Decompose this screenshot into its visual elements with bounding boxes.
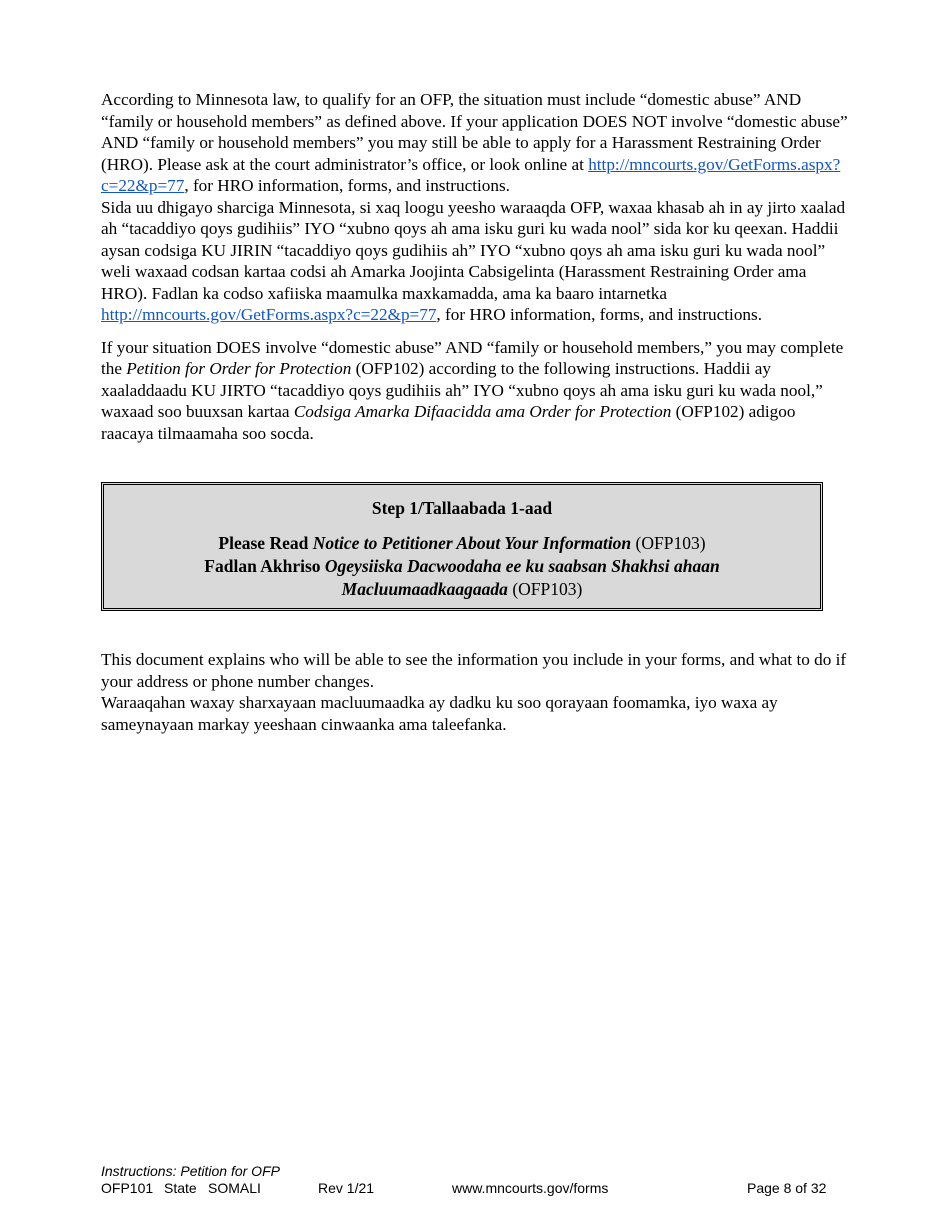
text-segment: Please Read <box>218 533 313 553</box>
footer-title-row <box>101 1163 849 1180</box>
form-state: State <box>164 1180 197 1196</box>
step-title: Step 1/Tallaabada 1-aad <box>371 498 553 518</box>
petition-instructions-paragraph <box>101 337 849 445</box>
paragraph-text: Sida uu dhigayo sharciga Minnesota, si xaq loogu yeesho waraaqda OFP, waxaa khasab ah in ay jirto xaalad ah “tacaddiyo qoys gudihiis” IYO “xubno qoys ah ama isku guri ku wada nool” sida kor ku qeexan. Haddii aysan codsiga KU JIRIN “tacaddiyo qoys gudihiis ah” IYO “xubno qoys ah ama isku guri ku wada nool” weli waxaad codsan kartaa codsi ah Amarka Joojinta Cabsigelinta (Harassment Restraining Order ama HRO). Fadlan ka codso xafiiska maamulka maxkamadda, ama ka baaro intarnetka <box>101 197 846 303</box>
text-segment: If your situation DOES involve “domestic abuse” AND “family or household members,” you may complete the <box>101 337 844 378</box>
ofp-eligibility-paragraph-english <box>101 89 849 197</box>
ofp-eligibility-paragraph-somali <box>101 197 849 326</box>
form-id: OFP101 <box>101 1180 154 1196</box>
step-instruction-somali <box>110 555 814 578</box>
form-language: SOMALI <box>208 1180 261 1196</box>
explanation-english: This document explains who will be able to see the information you include in your forms, and what to do if your address or phone number changes. <box>101 650 847 691</box>
notice-form-name-somali: Ogeysiiska Dacwoodaha ee ku saabsan Shakhsi ahaan <box>324 556 720 576</box>
hro-forms-link[interactable]: http://mncourts.gov/GetForms.aspx?c=22&p=77 <box>101 154 841 195</box>
page-footer <box>101 1163 849 1197</box>
step-instruction-english <box>110 532 814 555</box>
notice-form-name-somali-end: Macluumaadkaagaada <box>341 579 508 599</box>
paragraph-tail: , for HRO information, forms, and instructions. <box>184 176 510 195</box>
document-body <box>101 89 849 735</box>
petition-form-name-somali: Codsiga Amarka Difaacidda ama Order for Protection <box>293 402 672 421</box>
text-segment: (OFP102) adigoo raacaya tilmaamaha soo socda. <box>101 402 796 443</box>
text-segment: Fadlan Akhriso <box>204 556 325 576</box>
explanation-somali: Waraaqahan waxay sharxayaan macluumaadka ay dadku ku soo qorayaan foomamka, iyo waxa ay sameynayaan markay yeeshaan cinwaanka ama taleefanka. <box>101 693 778 734</box>
page-number: Page 8 of 32 <box>747 1180 827 1196</box>
paragraph-tail: , for HRO information, forms, and instructions. <box>436 305 762 324</box>
footer-website: www.mncourts.gov/forms <box>452 1180 609 1196</box>
footer-title: Instructions: Petition for OFP <box>101 1163 280 1179</box>
step-1-box <box>101 482 823 611</box>
form-code: (OFP103) <box>507 579 583 599</box>
step-instruction-somali-continued <box>110 578 814 601</box>
paragraph-text: According to Minnesota law, to qualify for an OFP, the situation must include “domestic abuse” AND “family or household members” as defined above. If your application DOES NOT involve “domestic abuse” AND “family or household members” you may still be able to apply for a Harassment Restraining Order (HRO). Please ask at the court administrator’s office, or look online at <box>101 90 848 174</box>
text-segment: (OFP102) according to the following instructions. Haddii ay xaaladdaadu KU JIRTO “tacaddiyo qoys gudihiis ah” IYO “xubno qoys ah ama isku guri ku wada nool,” waxaad soo buuxsan kartaa <box>101 359 823 421</box>
petition-form-name: Petition for Order for Protection <box>126 359 352 378</box>
document-explanation <box>101 649 849 735</box>
form-code: (OFP103) <box>631 533 706 553</box>
hro-forms-link-somali[interactable]: http://mncourts.gov/GetForms.aspx?c=22&p=77 <box>101 305 437 324</box>
footer-info-row <box>101 1180 849 1197</box>
notice-form-name: Notice to Petitioner About Your Information <box>312 533 632 553</box>
revision: Rev 1/21 <box>318 1180 375 1196</box>
